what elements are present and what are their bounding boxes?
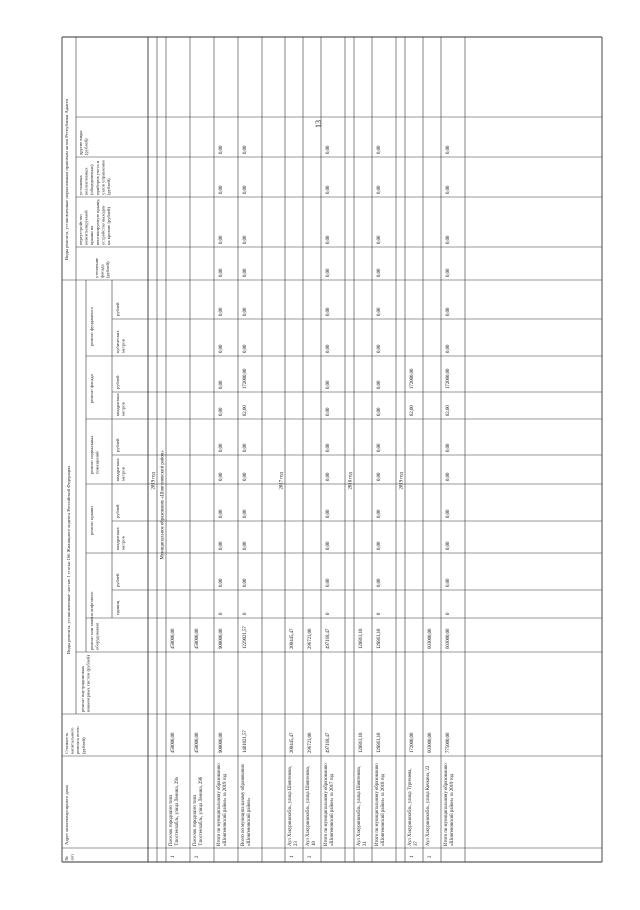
cell-other: 0,00 xyxy=(377,145,382,154)
cell-roof-rub: 0,00 xyxy=(243,509,248,518)
header-internal-systems: инженерных систем (рублей) xyxy=(85,654,91,712)
row-address: «Шовгеновский район» за 2018 год xyxy=(380,773,386,846)
cell-other: 0,00 xyxy=(219,145,224,154)
row-address: Аул Хакуринохабль, улица Шовгенова, xyxy=(357,766,362,846)
header-types-federal: Виды ремонта, установленные частью 1 статьи 166 Жилищного кодекса Российской Федерации xyxy=(66,466,71,654)
row-address: Тлюстенхабль, улица Ленина, 29б xyxy=(198,776,204,846)
cell-roof-rub: 0,00 xyxy=(219,509,224,518)
row-cost: 1401021,57 xyxy=(243,730,248,753)
cell-fnd-cum: 0,00 xyxy=(446,344,451,353)
row-address: 23 xyxy=(293,841,299,846)
cell-other: 0,00 xyxy=(243,145,248,154)
cell-fac-sqm: 82,00 xyxy=(243,405,248,416)
row-address: Итого по муниципальному образованию xyxy=(375,763,380,846)
cell-meters: 0,00 xyxy=(243,185,248,194)
row-cost: 128863,10 xyxy=(377,732,382,753)
cell-roof-rub: 0,00 xyxy=(326,509,331,518)
header-cost: капитального xyxy=(69,727,75,754)
cell-lift-units: 0 xyxy=(446,612,451,615)
cell-ins: 0,00 xyxy=(446,268,451,277)
header-meters: приборов учета и xyxy=(94,160,100,195)
row-address: «Шовгеновский район» xyxy=(246,797,252,846)
header-meters: (общедомовых) xyxy=(89,164,95,195)
cell-drain: 0,00 xyxy=(446,235,451,244)
header-unit: квадратных xyxy=(115,458,120,481)
cell-roof-rub: 0,00 xyxy=(446,509,451,518)
cell-base-sqm: 0,00 xyxy=(326,472,331,481)
header-drainage: устройство выходов xyxy=(100,205,106,245)
row-address: Итого по муниципальному образованию xyxy=(217,763,222,846)
row-address: Аул Хакуринохабль, улица Кочкина, 22 xyxy=(426,765,431,846)
row-cost: 450000,00 xyxy=(195,732,200,753)
header-unit: метров xyxy=(120,402,126,416)
row-address: Аул Хакуринохабль, улица Тургенева, xyxy=(408,768,413,846)
header-drainage: крыши на xyxy=(89,225,95,245)
header-insulation: утепление xyxy=(94,257,99,278)
cell-drain: 0,00 xyxy=(377,235,382,244)
row-address: Поселок городского типа xyxy=(193,794,198,846)
cell-internal: 450000,00 xyxy=(171,628,176,649)
cell-roof-rub: 0,00 xyxy=(377,509,382,518)
row-address: Итого по муниципальному образованию xyxy=(324,763,329,846)
row-cost: 497168,47 xyxy=(326,732,331,753)
cell-fnd-cum: 0,00 xyxy=(377,344,382,353)
header-unit: рублей xyxy=(115,438,120,452)
header-meters: коллективных xyxy=(83,167,89,195)
cell-base-sqm: 0,00 xyxy=(446,472,451,481)
row-address: 18 xyxy=(311,841,317,846)
section-year: 2019 год xyxy=(151,472,157,490)
cell-fnd-rub: 0,00 xyxy=(219,307,224,316)
header-meters: (рублей) xyxy=(106,178,111,195)
cell-ins: 0,00 xyxy=(377,268,382,277)
header-unit: рублей xyxy=(115,302,120,316)
cell-fnd-cum: 0,00 xyxy=(326,344,331,353)
header-no: п/п xyxy=(69,854,75,861)
row-address: Всего по муниципальному образованию xyxy=(241,763,246,846)
cell-drain: 0,00 xyxy=(219,235,224,244)
cell-fac-rub: 172000,00 xyxy=(410,368,415,389)
header-address: Адрес многоквартирного дома xyxy=(64,785,69,845)
header-unit: квадратных xyxy=(115,393,120,416)
cell-base-rub: 0,00 xyxy=(446,443,451,452)
cell-fac-rub: 0,00 xyxy=(377,380,382,389)
row-address: «Шовгеновский район» за 2019 год xyxy=(222,773,228,846)
cell-base-sqm: 0,00 xyxy=(219,472,224,481)
cell-base-sqm: 0,00 xyxy=(377,472,382,481)
cell-fac-sqm: 0,00 xyxy=(219,407,224,416)
cell-internal: 128863,10 xyxy=(377,628,382,649)
header-unit: рублей xyxy=(115,375,120,389)
header-basement: ремонт подвальных xyxy=(89,435,94,474)
cell-meters: 0,00 xyxy=(446,185,451,194)
header-cost: Стоимость xyxy=(64,732,69,754)
cell-roof-sqm: 0,00 xyxy=(377,541,382,550)
row-address: Тлюстенхабль, улица Ленина, 29а xyxy=(174,777,180,846)
header-unit: метров xyxy=(120,536,126,550)
cell-fac-sqm: 82,00 xyxy=(446,405,451,416)
cell-internal: 603000,00 xyxy=(446,628,451,649)
cell-internal: 497168,47 xyxy=(326,628,331,649)
header-insulation: фасада xyxy=(99,264,105,278)
row-number: 1 xyxy=(290,855,295,858)
row-cost: 200445,47 xyxy=(290,732,295,753)
cell-lift-units: 0 xyxy=(326,612,331,615)
cell-fnd-rub: 0,00 xyxy=(377,307,382,316)
row-address: «Шовгеновский район» за 2017 год xyxy=(329,773,335,846)
cell-fac-sqm: 0,00 xyxy=(326,407,331,416)
cell-lift-rub: 0,00 xyxy=(326,578,331,587)
header-facade: ремонт фасада xyxy=(89,374,94,403)
header-meters: установка xyxy=(78,175,83,195)
header-lift: ремонт или замена лифтового xyxy=(89,591,94,650)
header-other: (рублей) xyxy=(83,138,89,155)
header-unit: квадратных xyxy=(115,527,120,550)
cell-roof-sqm: 0,00 xyxy=(326,541,331,550)
cell-roof-sqm: 0,00 xyxy=(243,541,248,550)
cell-lift-units: 0 xyxy=(243,612,248,615)
cell-fnd-cum: 0,00 xyxy=(243,344,248,353)
header-unit: единиц xyxy=(115,600,120,615)
cell-ins: 0,00 xyxy=(219,268,224,277)
cell-meters: 0,00 xyxy=(326,185,331,194)
section-subheader: Муниципальное образование «Шовгеновский район» xyxy=(160,450,166,560)
cell-meters: 0,00 xyxy=(219,185,224,194)
cell-roof-sqm: 0,00 xyxy=(219,541,224,550)
header-basement: помещений xyxy=(94,451,100,474)
row-number: 2 xyxy=(428,855,433,858)
row-address: «Шовгеновский район» за 2019 год xyxy=(449,773,455,846)
cell-fnd-cum: 0,00 xyxy=(219,344,224,353)
cell-base-rub: 0,00 xyxy=(243,443,248,452)
cell-internal: 603000,00 xyxy=(428,628,433,649)
cell-fac-sqm: 0,00 xyxy=(377,407,382,416)
cell-internal: 450000,00 xyxy=(195,628,200,649)
cell-fac-rub: 172000,00 xyxy=(446,368,451,389)
row-number: 1 xyxy=(171,855,176,858)
cell-lift-rub: 0,00 xyxy=(446,578,451,587)
header-cost: (рублей) xyxy=(80,737,86,754)
row-address: 21 xyxy=(362,841,368,846)
cell-lift-rub: 0,00 xyxy=(377,578,382,587)
row-address: 37 xyxy=(413,841,419,846)
row-cost: 450000,00 xyxy=(171,732,176,753)
row-address: Аул Хакуринохабль, улица Шовгенова, xyxy=(288,766,293,846)
section-year: 2017 год xyxy=(279,472,285,490)
cell-base-sqm: 0,00 xyxy=(243,472,248,481)
header-no: № xyxy=(64,856,69,861)
header-other: другие виды xyxy=(78,130,83,155)
cell-meters: 0,00 xyxy=(377,185,382,194)
cell-other: 0,00 xyxy=(446,145,451,154)
header-unit: метров xyxy=(120,339,126,353)
cell-fac-rub: 0,00 xyxy=(326,380,331,389)
cell-internal: 900000,00 xyxy=(219,628,224,649)
cell-fac-rub: 172000,00 xyxy=(243,368,248,389)
cell-fnd-rub: 0,00 xyxy=(243,307,248,316)
header-meters: узлов управления xyxy=(100,160,106,195)
cell-drain: 0,00 xyxy=(326,235,331,244)
header-unit: метров xyxy=(120,467,126,481)
cell-base-rub: 0,00 xyxy=(326,443,331,452)
cell-ins: 0,00 xyxy=(326,268,331,277)
row-number: 2 xyxy=(308,855,313,858)
cell-fnd-rub: 0,00 xyxy=(446,307,451,316)
header-unit: рублей xyxy=(115,504,120,518)
header-foundation: ремонт фундамента xyxy=(89,307,94,346)
header-drainage: переустройство xyxy=(78,214,83,245)
cell-internal: 296723,00 xyxy=(308,628,313,649)
cell-internal: 200445,47 xyxy=(290,628,295,649)
header-insulation: (рублей) xyxy=(105,261,111,278)
row-cost: 900000,00 xyxy=(219,732,224,753)
row-address: Поселок городского типа xyxy=(169,794,174,846)
row-cost: 603000,00 xyxy=(428,732,433,753)
row-number: 2 xyxy=(195,855,200,858)
row-number: 1 xyxy=(410,855,415,858)
cell-base-rub: 0,00 xyxy=(377,443,382,452)
header-roof: ремонт крыши xyxy=(89,506,94,535)
header-drainage: вентилируемую крышу, xyxy=(94,198,100,245)
cell-ins: 0,00 xyxy=(243,268,248,277)
row-address: Аул Хакуринохабль, улица Шовгенова, xyxy=(306,766,311,846)
page-number: 13 xyxy=(314,120,323,128)
cell-other: 0,00 xyxy=(326,145,331,154)
cell-internal: 1229021,57 xyxy=(243,626,248,649)
cell-lift-rub: 0,00 xyxy=(219,578,224,587)
header-types-regional: Виды ремонта, установленные нормативным правовым актом Республики Адыгея xyxy=(64,98,69,260)
cell-fac-rub: 0,00 xyxy=(219,380,224,389)
cell-fnd-rub: 0,00 xyxy=(326,307,331,316)
row-address: Итого по муниципальному образованию xyxy=(444,763,449,846)
row-cost: 775000,00 xyxy=(446,732,451,753)
header-unit: кубических xyxy=(115,330,120,353)
cell-lift-rub: 0,00 xyxy=(243,578,248,587)
header-unit: рублей xyxy=(115,573,120,587)
cell-base-rub: 0,00 xyxy=(219,443,224,452)
section-year: 2018 год xyxy=(348,472,354,490)
header-lift: оборудования xyxy=(94,623,100,650)
row-cost: 128863,10 xyxy=(359,732,364,753)
cell-internal: 128863,10 xyxy=(359,628,364,649)
header-internal-systems: ремонт внутридомовых xyxy=(80,665,85,712)
cell-roof-sqm: 0,00 xyxy=(446,541,451,550)
row-cost: 172000,00 xyxy=(410,732,415,753)
cell-fac-sqm: 82,00 xyxy=(410,405,415,416)
header-drainage: невентилируемой xyxy=(83,210,89,245)
cell-lift-units: 0 xyxy=(377,612,382,615)
cell-lift-units: 0 xyxy=(219,612,224,615)
cell-drain: 0,00 xyxy=(243,235,248,244)
row-cost: 296723,00 xyxy=(308,732,313,753)
header-drainage: на кровлю (рублей) xyxy=(106,207,111,245)
section-year: 2019 год xyxy=(399,472,405,490)
header-cost: ремонта всего xyxy=(75,726,81,754)
